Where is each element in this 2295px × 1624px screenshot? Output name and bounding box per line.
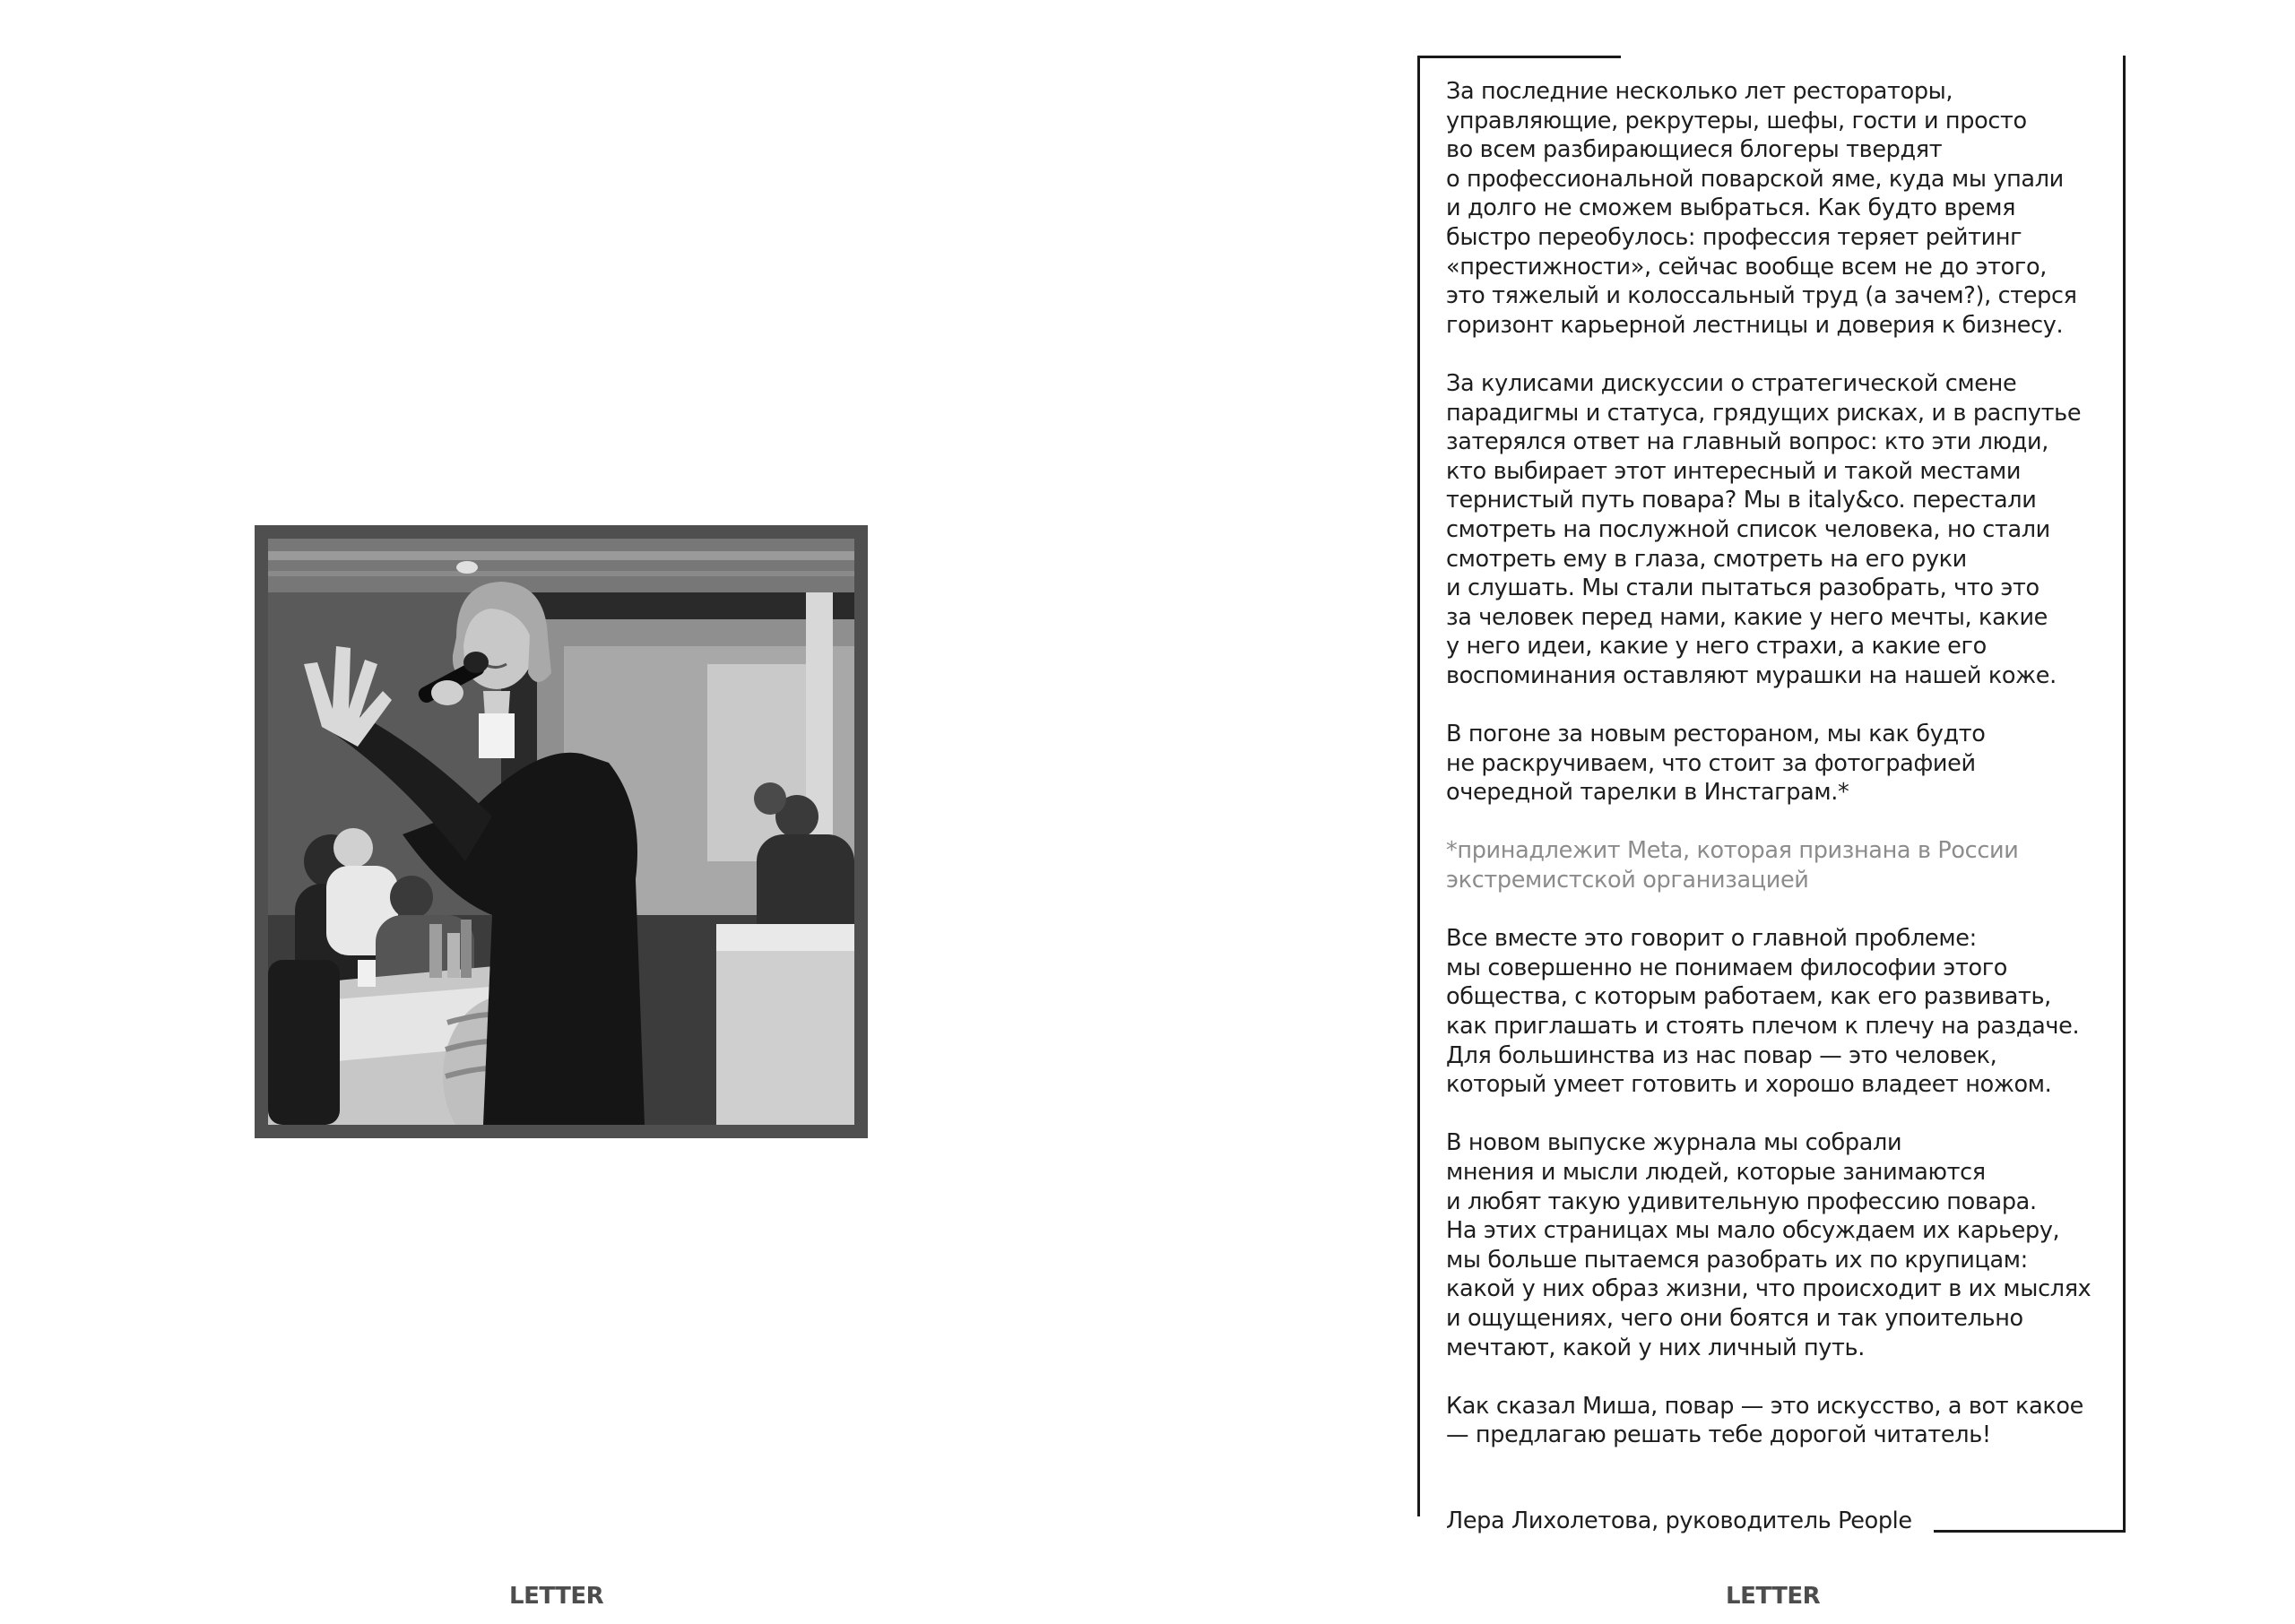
text-line: горизонт карьерной лестницы и доверия к бизнесу. (1446, 311, 2064, 339)
paragraph-1 (1446, 77, 2127, 340)
text-line: общества, с которым работаем, как его развивать, (1446, 983, 2051, 1011)
text-line: Как сказал Миша, повар — это искусство, а вот какое (1446, 1392, 2084, 1420)
footnote-line: экстремистской организацией (1446, 867, 1809, 894)
text-line: В погоне за новым рестораном, мы как будто (1446, 721, 1986, 748)
text-line: мнения и мысли людей, которые занимаются (1446, 1158, 1986, 1186)
text-line: как приглашать и стоять плечом к плечу на раздаче. (1446, 1013, 2080, 1040)
event-photo (268, 539, 854, 1125)
paragraph-2 (1446, 369, 2127, 691)
text-line: мы больше пытаемся разобрать их по крупицам: (1446, 1246, 2028, 1274)
text-line: какой у них образ жизни, что происходит в их мыслях (1446, 1275, 2091, 1303)
text-line: управляющие, рекрутеры, шефы, гости и просто (1446, 107, 2027, 134)
paragraph-6 (1446, 1392, 2127, 1450)
text-line: парадигмы и статуса, грядущих рисках, и в распутье (1446, 399, 2082, 427)
text-line: во всем разбирающиеся блогеры твердят (1446, 136, 1943, 164)
text-line: у него идеи, какие у него страхи, а какие его (1446, 633, 1987, 661)
text-line: кто выбирает этот интересный и такой местами (1446, 457, 2022, 485)
text-line: За последние несколько лет рестораторы, (1446, 78, 1953, 105)
right-page (1148, 0, 2295, 1624)
text-line: За кулисами дискуссии о стратегической смене (1446, 369, 2017, 397)
paragraph-3 (1446, 720, 2127, 808)
text-line: Для большинства из нас повар — это человек, (1446, 1041, 1997, 1069)
signature: Лера Лихолетова, руководитель People (1446, 1507, 1912, 1534)
text-line: за человек перед нами, какие у него мечты, какие (1446, 603, 2048, 631)
letter-body (1446, 77, 2127, 1480)
frame-line-left (1417, 56, 1420, 1516)
page-label-left: LETTER (509, 1583, 604, 1610)
text-line: мечтают, какой у них личный путь. (1446, 1334, 1865, 1361)
text-line: воспоминания оставляют мурашки на нашей коже. (1446, 661, 2057, 689)
page-label-right: LETTER (1726, 1583, 1821, 1610)
text-line: смотреть ему в глаза, смотреть на его руки (1446, 545, 1967, 573)
text-line: мы совершенно не понимаем философии этого (1446, 954, 2008, 981)
paragraph-5 (1446, 1128, 2127, 1362)
text-line: о профессиональной поварской яме, куда мы упали (1446, 165, 2064, 193)
text-line: и ощущениях, чего они боятся и так упоительно (1446, 1304, 2023, 1332)
text-line: который умеет готовить и хорошо владеет ножом. (1446, 1071, 2052, 1099)
text-line: быстро переобулось: профессия теряет рейтинг (1446, 223, 2022, 251)
footnote-line: *принадлежит Meta, которая признана в России (1446, 837, 2019, 865)
text-line: и долго не сможем выбраться. Как будто время (1446, 194, 2016, 222)
text-line: В новом выпуске журнала мы собрали (1446, 1129, 1902, 1157)
text-line: это тяжелый и колоссальный труд (а зачем?), стерся (1446, 282, 2077, 310)
text-line: тернистый путь повара? Мы в italy&co. перестали (1446, 487, 2037, 514)
footnote (1446, 836, 2127, 894)
text-line: На этих страницах мы мало обсуждаем их карьеру, (1446, 1217, 2060, 1245)
text-line: Все вместе это говорит о главной проблеме: (1446, 925, 1977, 953)
frame-line-top (1417, 56, 1621, 58)
text-line: очередной тарелки в Инстаграм.* (1446, 779, 1849, 807)
text-line: — предлагаю решать тебе дорогой читатель! (1446, 1421, 1991, 1449)
text-line: смотреть на послужной список человека, но стали (1446, 515, 2050, 543)
text-line: и слушать. Мы стали пытаться разобрать, что это (1446, 574, 2040, 602)
text-line: «престижности», сейчас вообще всем не до этого, (1446, 253, 2047, 281)
frame-line-bottom (1934, 1530, 2126, 1533)
text-line: и любят такую удивительную профессию повара. (1446, 1188, 2037, 1215)
text-line: не раскручиваем, что стоит за фотографией (1446, 749, 1976, 777)
paragraph-4 (1446, 924, 2127, 1100)
photo-frame (255, 525, 868, 1138)
text-line: затерялся ответ на главный вопрос: кто эти люди, (1446, 428, 2048, 456)
